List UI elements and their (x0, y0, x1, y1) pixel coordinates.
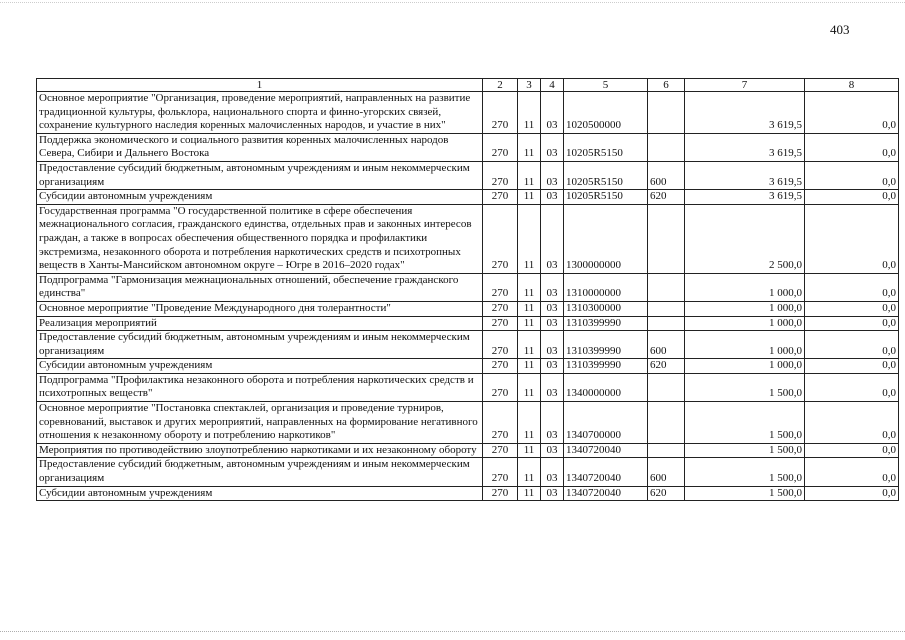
row-description: Предоставление субсидий бюджетным, автономным учреждениям и иным некоммерческим организациям (37, 331, 483, 359)
col6-cell: 600 (648, 458, 685, 486)
col2-cell: 270 (483, 443, 518, 458)
row-description: Основное мероприятие "Проведение Международного дня толерантности" (37, 301, 483, 316)
col2-cell: 270 (483, 301, 518, 316)
col8-cell: 0,0 (805, 133, 899, 161)
col8-cell: 0,0 (805, 190, 899, 205)
col4-cell: 03 (541, 373, 564, 401)
budget-table (36, 78, 899, 501)
row-description: Мероприятия по противодействию злоупотреблению наркотиками и их незаконному обороту (37, 443, 483, 458)
col8-cell: 0,0 (805, 373, 899, 401)
col-header-2: 2 (483, 79, 518, 92)
col5-cell: 1340720040 (564, 486, 648, 501)
col7-cell: 1 500,0 (685, 458, 805, 486)
table-row (37, 402, 899, 444)
col3-cell: 11 (518, 402, 541, 444)
col4-cell: 03 (541, 190, 564, 205)
row-description: Подпрограмма "Профилактика незаконного оборота и потребления наркотических средств и психотропных веществ" (37, 373, 483, 401)
table-row (37, 316, 899, 331)
col7-cell: 1 500,0 (685, 443, 805, 458)
col7-cell: 1 500,0 (685, 373, 805, 401)
row-description: Субсидии автономным учреждениям (37, 190, 483, 205)
col-header-8: 8 (805, 79, 899, 92)
col5-cell: 1340700000 (564, 402, 648, 444)
col8-cell: 0,0 (805, 204, 899, 273)
col4-cell: 03 (541, 161, 564, 189)
table-row (37, 133, 899, 161)
col-header-1: 1 (37, 79, 483, 92)
row-description: Субсидии автономным учреждениям (37, 359, 483, 374)
col2-cell: 270 (483, 273, 518, 301)
col-header-5: 5 (564, 79, 648, 92)
row-description: Основное мероприятие "Организация, проведение мероприятий, направленных на развитие традиционной культуры, фольклора, национального спорта и финно-угорских связей, сохранение культурного наследия коренных малочисленных народов, и участие в них" (37, 92, 483, 134)
table-row (37, 373, 899, 401)
table-row (37, 204, 899, 273)
col6-cell: 600 (648, 331, 685, 359)
col2-cell: 270 (483, 359, 518, 374)
col7-cell: 1 000,0 (685, 331, 805, 359)
col7-cell: 3 619,5 (685, 92, 805, 134)
col3-cell: 11 (518, 204, 541, 273)
col-header-3: 3 (518, 79, 541, 92)
col3-cell: 11 (518, 458, 541, 486)
col2-cell: 270 (483, 373, 518, 401)
col3-cell: 11 (518, 316, 541, 331)
row-description: Предоставление субсидий бюджетным, автономным учреждениям и иным некоммерческим организациям (37, 161, 483, 189)
col5-cell: 1020500000 (564, 92, 648, 134)
col7-cell: 3 619,5 (685, 133, 805, 161)
col5-cell: 1310399990 (564, 359, 648, 374)
col5-cell: 10205R5150 (564, 161, 648, 189)
page-number: 403 (830, 22, 850, 37)
col8-cell: 0,0 (805, 161, 899, 189)
col8-cell: 0,0 (805, 331, 899, 359)
col7-cell: 1 500,0 (685, 402, 805, 444)
col5-cell: 1340720040 (564, 458, 648, 486)
col6-cell (648, 92, 685, 134)
header-row (37, 79, 899, 92)
col8-cell: 0,0 (805, 458, 899, 486)
col4-cell: 03 (541, 331, 564, 359)
col5-cell: 1340720040 (564, 443, 648, 458)
col4-cell: 03 (541, 204, 564, 273)
col3-cell: 11 (518, 331, 541, 359)
table-row (37, 359, 899, 374)
col4-cell: 03 (541, 359, 564, 374)
col6-cell: 620 (648, 359, 685, 374)
col6-cell (648, 301, 685, 316)
col6-cell (648, 373, 685, 401)
col8-cell: 0,0 (805, 273, 899, 301)
col8-cell: 0,0 (805, 443, 899, 458)
col5-cell: 1310399990 (564, 331, 648, 359)
col8-cell: 0,0 (805, 301, 899, 316)
col2-cell: 270 (483, 316, 518, 331)
col3-cell: 11 (518, 190, 541, 205)
col6-cell (648, 133, 685, 161)
col7-cell: 1 000,0 (685, 273, 805, 301)
col7-cell: 1 000,0 (685, 359, 805, 374)
col7-cell: 1 500,0 (685, 486, 805, 501)
scan-edge-top (0, 2, 905, 5)
col2-cell: 270 (483, 92, 518, 134)
col8-cell: 0,0 (805, 486, 899, 501)
table-row (37, 190, 899, 205)
col2-cell: 270 (483, 486, 518, 501)
col4-cell: 03 (541, 443, 564, 458)
table-row (37, 273, 899, 301)
table-row (37, 161, 899, 189)
col7-cell: 1 000,0 (685, 316, 805, 331)
col4-cell: 03 (541, 402, 564, 444)
col2-cell: 270 (483, 331, 518, 359)
col8-cell: 0,0 (805, 316, 899, 331)
col3-cell: 11 (518, 373, 541, 401)
col3-cell: 11 (518, 92, 541, 134)
col3-cell: 11 (518, 273, 541, 301)
col2-cell: 270 (483, 204, 518, 273)
table-row (37, 443, 899, 458)
row-description: Основное мероприятие "Постановка спектаклей, организация и проведение турниров, соревнований, выставок и других мероприятий, направленных на формирование негативного отношения к незаконному обороту и потреблению наркотиков" (37, 402, 483, 444)
col6-cell (648, 316, 685, 331)
col3-cell: 11 (518, 161, 541, 189)
col5-cell: 1310399990 (564, 316, 648, 331)
col4-cell: 03 (541, 273, 564, 301)
col3-cell: 11 (518, 301, 541, 316)
row-description: Поддержка экономического и социального развития коренных малочисленных народов Севера, Сибири и Дальнего Востока (37, 133, 483, 161)
col5-cell: 1340000000 (564, 373, 648, 401)
col6-cell: 600 (648, 161, 685, 189)
col8-cell: 0,0 (805, 359, 899, 374)
table-row (37, 92, 899, 134)
col4-cell: 03 (541, 92, 564, 134)
col5-cell: 1300000000 (564, 204, 648, 273)
row-description: Предоставление субсидий бюджетным, автономным учреждениям и иным некоммерческим организациям (37, 458, 483, 486)
row-description: Государственная программа "О государственной политике в сфере обеспечения межнационального согласия, гражданского единства, отдельных прав и законных интересов граждан, а также в вопросах обеспечения общественного порядка и профилактики экстремизма, незаконного оборота и потребления наркотических средств и психотропных веществ в Ханты-Мансийском автономном округе – Югре в 2016–2020 годах" (37, 204, 483, 273)
col8-cell: 0,0 (805, 92, 899, 134)
col2-cell: 270 (483, 402, 518, 444)
col4-cell: 03 (541, 301, 564, 316)
col-header-4: 4 (541, 79, 564, 92)
scan-edge-bottom (0, 631, 905, 634)
col6-cell (648, 443, 685, 458)
row-description: Субсидии автономным учреждениям (37, 486, 483, 501)
table-row (37, 301, 899, 316)
col6-cell: 620 (648, 190, 685, 205)
col6-cell (648, 204, 685, 273)
col6-cell (648, 402, 685, 444)
col3-cell: 11 (518, 486, 541, 501)
row-description: Подпрограмма "Гармонизация межнациональных отношений, обеспечение гражданского единства" (37, 273, 483, 301)
col3-cell: 11 (518, 133, 541, 161)
table-row (37, 331, 899, 359)
col2-cell: 270 (483, 458, 518, 486)
col4-cell: 03 (541, 133, 564, 161)
col7-cell: 2 500,0 (685, 204, 805, 273)
col3-cell: 11 (518, 443, 541, 458)
col6-cell (648, 273, 685, 301)
col8-cell: 0,0 (805, 402, 899, 444)
col3-cell: 11 (518, 359, 541, 374)
table-row (37, 486, 899, 501)
col6-cell: 620 (648, 486, 685, 501)
col4-cell: 03 (541, 486, 564, 501)
col4-cell: 03 (541, 458, 564, 486)
col7-cell: 3 619,5 (685, 190, 805, 205)
col2-cell: 270 (483, 133, 518, 161)
col-header-6: 6 (648, 79, 685, 92)
col5-cell: 1310300000 (564, 301, 648, 316)
col7-cell: 1 000,0 (685, 301, 805, 316)
col-header-7: 7 (685, 79, 805, 92)
col5-cell: 1310000000 (564, 273, 648, 301)
col4-cell: 03 (541, 316, 564, 331)
col5-cell: 10205R5150 (564, 133, 648, 161)
row-description: Реализация мероприятий (37, 316, 483, 331)
col5-cell: 10205R5150 (564, 190, 648, 205)
col7-cell: 3 619,5 (685, 161, 805, 189)
table-row (37, 458, 899, 486)
col2-cell: 270 (483, 161, 518, 189)
col2-cell: 270 (483, 190, 518, 205)
